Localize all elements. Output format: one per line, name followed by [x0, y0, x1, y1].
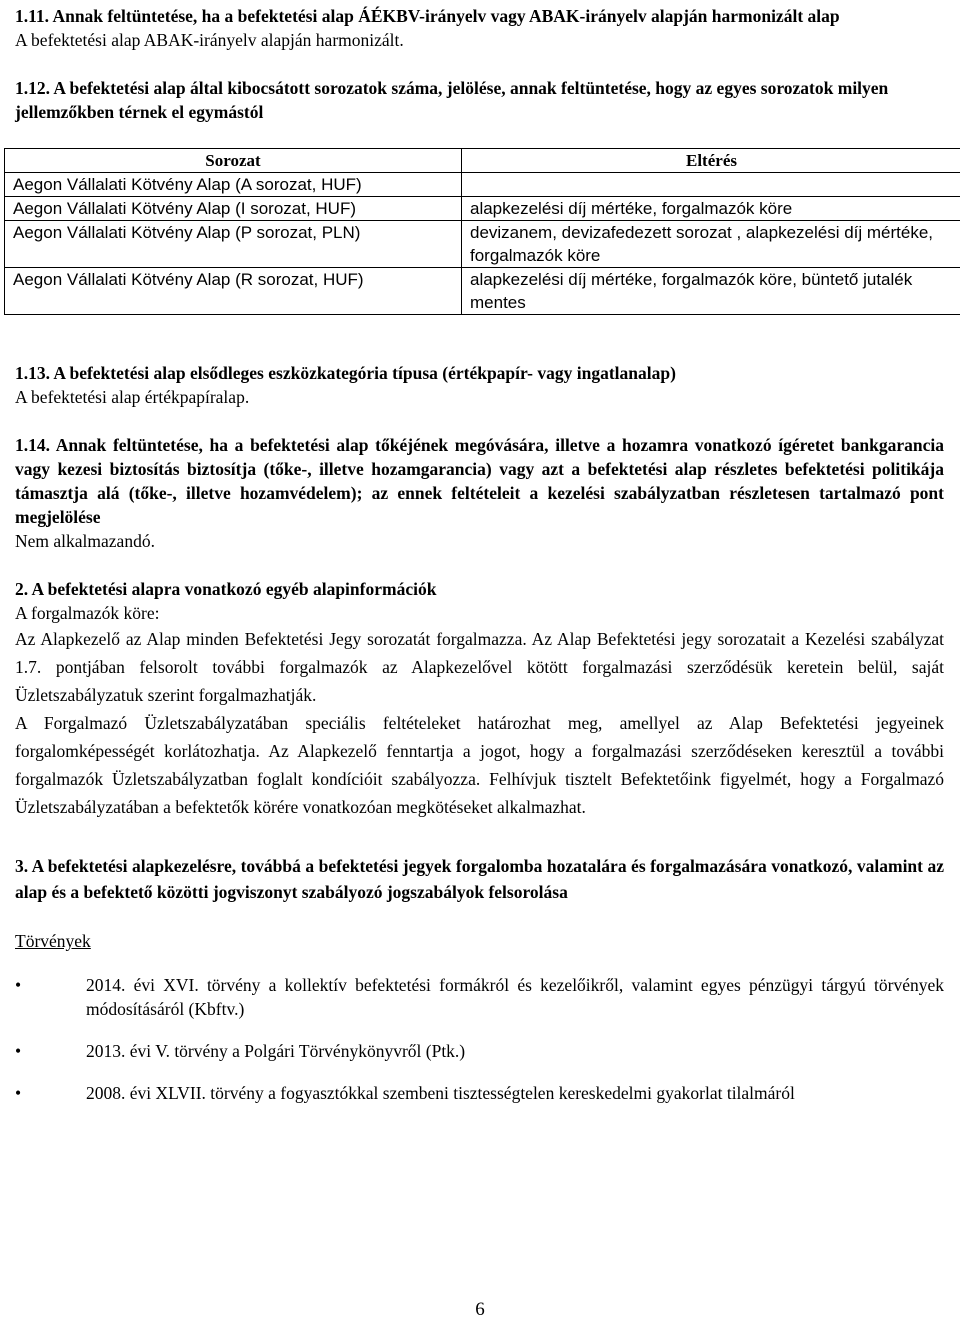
list-item: • 2013. évi V. törvény a Polgári Törvénykönyvről (Ptk.) [15, 1039, 944, 1063]
spacer [15, 905, 944, 929]
list-item: • 2008. évi XLVII. törvény a fogyasztókkal szembeni tisztességtelen kereskedelmi gyakorlat tilalmáról [15, 1081, 944, 1105]
table-cell-difference [462, 173, 960, 197]
document-page [15, 4, 944, 1123]
table-cell-series: Aegon Vállalati Kötvény Alap (P sorozat, PLN) [5, 221, 462, 268]
spacer [15, 553, 944, 577]
heading-1-12: 1.12. A befektetési alap által kibocsátott sorozatok száma, jelölése, annak feltüntetése, hogy az egyes sorozatok milyen jellemzőkben térnek el egymástól [15, 78, 889, 122]
table-cell-series: Aegon Vállalati Kötvény Alap (I sorozat, HUF) [5, 197, 462, 221]
text-2-paragraph-2: A Forgalmazó Üzletszabályzatában speciális feltételeket határozhat meg, amellyel az Alap Befektetési jegyeinek forgalomképességét korlátozhatja. Az Alapkezelő fenntartja a jogot, hogy a forgalmazási szerződéseken keresztül a további forgalmazók Üzletszabályzatban foglalt kondícióit szabályozza. Felhívjuk tisztelt Befektetőink figyelmét, hogy a Forgalmazó Üzletszabályzatában a befektetők körére vonatkozóan megkötéseket alkalmazhat. [15, 713, 944, 817]
table-cell-series: Aegon Vállalati Kötvény Alap (R sorozat, HUF) [5, 268, 462, 315]
text-1-13: A befektetési alap értékpapíralap. [15, 387, 250, 407]
list-item: • 2014. évi XVI. törvény a kollektív befektetési formákról és kezelőikről, valamint egyes pénzügyi tárgyú törvények módosításáról (Kbftv.) [15, 973, 944, 1021]
heading-1-13: 1.13. A befektetési alap elsődleges eszközkategória típusa (értékpapír- vagy ingatlanalap) [15, 363, 676, 383]
spacer [15, 409, 944, 433]
table-cell-difference: devizanem, devizafedezett sorozat , alapkezelési díj mértéke, forgalmazók köre [462, 221, 960, 268]
table-cell-series: Aegon Vállalati Kötvény Alap (A sorozat, HUF) [5, 173, 462, 197]
heading-3: 3. A befektetési alapkezelésre, továbbá a befektetési jegyek forgalomba hozatalára és forgalmazására vonatkozó, valamint az alap és a befektető közötti jogviszonyt szabályozó jogszabályok felsorolása [15, 856, 944, 902]
page-number: 6 [475, 1299, 485, 1320]
table-row [5, 197, 960, 221]
table-row [5, 173, 960, 197]
series-table [4, 148, 960, 315]
heading-1-14: 1.14. Annak feltüntetése, ha a befektetési alap tőkéjének megóvására, illetve a hozamra vonatkozó ígéretet bankgarancia vagy kezesi biztosítás biztosítja (tőke-, illetve hozamgarancia) vagy azt a befektetési alap részletes befektetési politikája támasztja alá (tőke-, illetve hozamvédelem); az ennek feltételeit a kezelési szabályzatban részletesen tartalmazó pont megjelölése [15, 435, 944, 527]
table-header-row [5, 149, 960, 173]
table-row [5, 221, 960, 268]
text-1-14: Nem alkalmazandó. [15, 531, 155, 551]
laws-list [15, 973, 944, 1105]
spacer [15, 52, 944, 76]
spacer [15, 953, 944, 973]
table-row [5, 268, 960, 315]
heading-1-11: 1.11. Annak feltüntetése, ha a befektetési alap ÁÉKBV-irányelv vagy ABAK-irányelv alapján harmonizált alap [15, 6, 840, 26]
heading-2: 2. A befektetési alapra vonatkozó egyéb alapinformációk [15, 579, 437, 599]
laws-title: Törvények [15, 931, 91, 951]
table-header-series: Sorozat [5, 149, 462, 173]
text-1-11: A befektetési alap ABAK-irányelv alapján harmonizált. [15, 30, 404, 50]
text-2-subtitle: A forgalmazók köre: [15, 603, 160, 623]
table-cell-difference: alapkezelési díj mértéke, forgalmazók köre, büntető jutalék mentes [462, 268, 960, 315]
spacer [15, 821, 944, 853]
text-2-paragraph-1: Az Alapkezelő az Alap minden Befektetési Jegy sorozatát forgalmazza. Az Alap Befektetési jegy sorozatait a Kezelési szabályzat 1.7. pontjában felsorolt további forgalmazók az Alapkezelővel kötött forgalmazási szerződésük keretein belül, saját Üzletszabályzatuk szerint forgalmazhatják. [15, 629, 944, 705]
spacer [15, 315, 944, 361]
table-cell-difference: alapkezelési díj mértéke, forgalmazók köre [462, 197, 960, 221]
table-header-difference: Eltérés [462, 149, 960, 173]
